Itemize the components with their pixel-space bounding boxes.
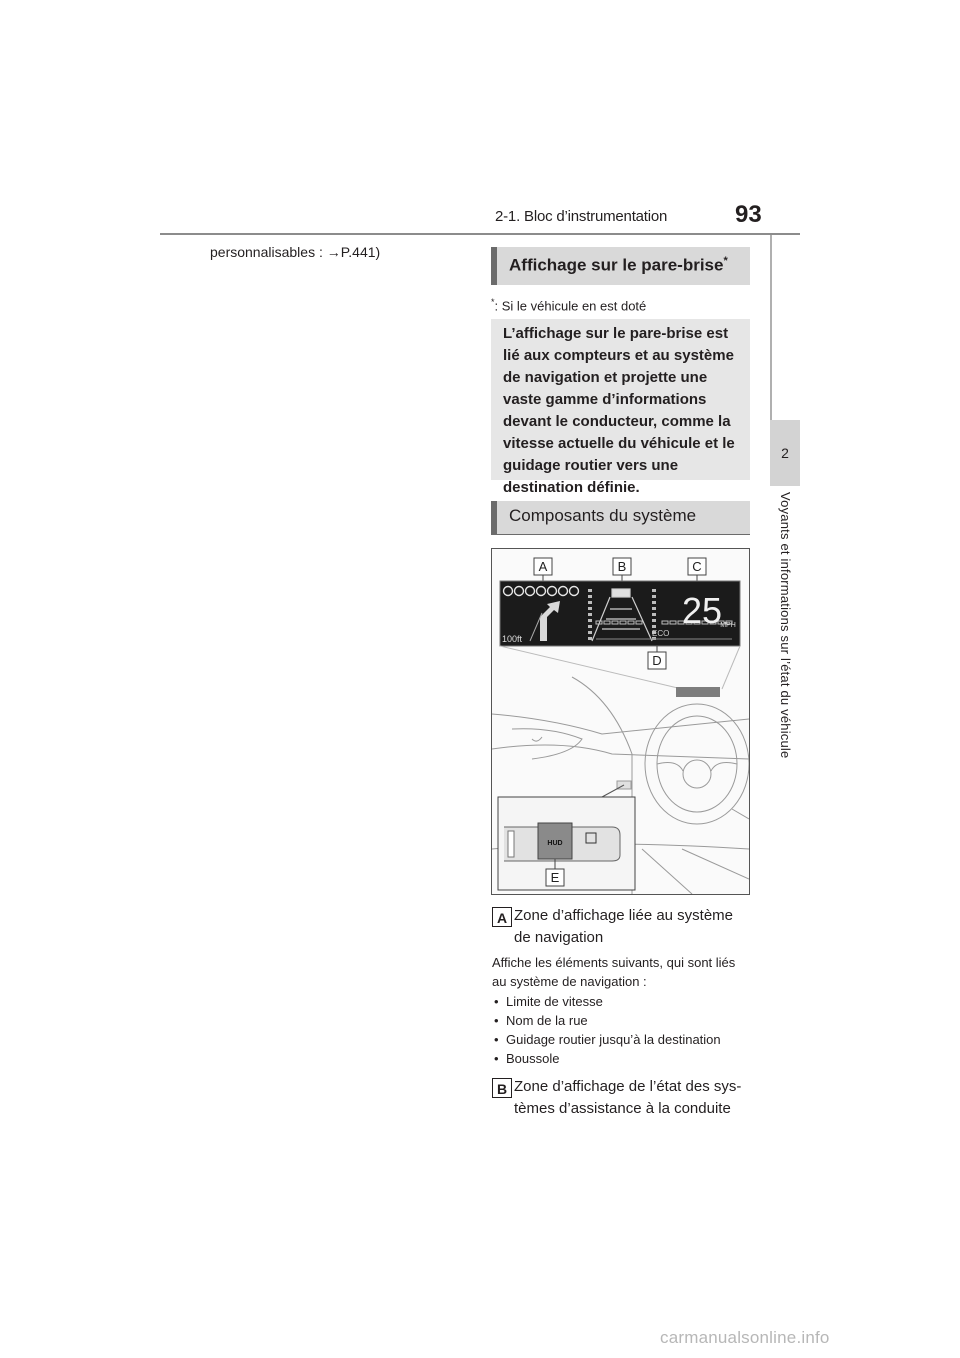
eco-indicator: ECO: [652, 629, 670, 638]
item-a-badge: A: [492, 907, 512, 927]
section-heading-components-text: Composants du système: [509, 506, 697, 525]
item-a-description: Affiche les éléments suivants, qui sont liés au système de navigation :: [492, 955, 736, 989]
watermark: carmanualsonline.info: [660, 1328, 830, 1347]
label-a: A: [538, 559, 548, 574]
section-heading-components: [491, 501, 750, 535]
list-item: • Guidage routier jusqu’à la destination: [492, 1030, 721, 1049]
footnote-text: : Si le véhicule en est doté: [494, 298, 647, 314]
label-box-a: [534, 558, 552, 575]
list-item: • Limite de vitesse: [492, 992, 721, 1011]
distance-readout: 100ft: [502, 634, 523, 644]
windshield-projection-area: [676, 687, 720, 697]
label-c: C: [692, 559, 702, 574]
label-b: B: [617, 559, 627, 574]
item-b-title: Zone d’affichage de l’état des sys-tèmes d’assistance à la conduite: [514, 1078, 742, 1117]
section-title: 2-1. Bloc d’instrumentation: [495, 208, 668, 225]
section-heading-hud: [491, 247, 750, 285]
heading-rule: [491, 534, 750, 535]
section-heading-hud-text: Affichage sur le pare-brise*: [509, 255, 728, 275]
hud-switch-inset: [498, 797, 635, 890]
header-rule: [160, 233, 800, 235]
hud-illustration: [491, 548, 750, 895]
item-a-bullets: [492, 992, 721, 1068]
chapter-title: Voyants et informations sur l’état du véhicule: [778, 492, 793, 759]
footnote-mark: *: [723, 255, 728, 267]
item-b-badge: B: [492, 1078, 512, 1098]
page-number: 93: [735, 201, 762, 228]
item-a-title: Zone d’affichage liée au système de navigation: [514, 907, 734, 946]
label-box-d: [648, 652, 666, 669]
intro-box: [491, 319, 750, 496]
label-box-b: [613, 558, 631, 575]
list-item: • Nom de la rue: [492, 1011, 721, 1030]
chapter-number: 2: [781, 445, 789, 461]
speed-unit: MPH: [720, 622, 736, 629]
footnote: [491, 297, 646, 313]
hud-button-label: HUD: [547, 840, 563, 847]
list-item: • Boussole: [492, 1049, 721, 1068]
label-d: D: [652, 653, 662, 668]
speed-readout: 25: [681, 590, 723, 631]
chapter-rule: [770, 235, 772, 420]
label-e: E: [550, 870, 560, 885]
left-column-text: personnalisables : →P.441): [210, 244, 381, 260]
label-box-c: [688, 558, 706, 575]
footnote-asterisk: *: [491, 297, 495, 307]
intro-text: L’affichage sur le pare-brise est lié aux compteurs et au système de navigation et projette une vaste gamme d’informations devant le conducteur, comme la vitesse actuelle du véhicule et le guidage routier vers une destination définie.: [503, 325, 735, 496]
hud-display: [500, 581, 740, 646]
